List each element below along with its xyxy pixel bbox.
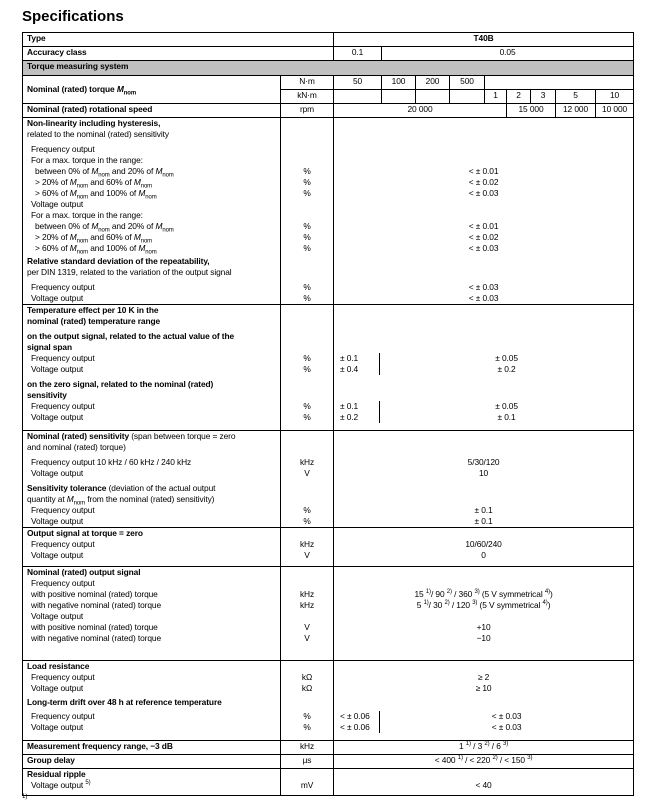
frequency-range-row [23, 741, 634, 755]
nominal-torque-label: Nominal (rated) torque $M_{nom}$ [23, 76, 281, 104]
zero-output-units: kHz V [281, 528, 334, 567]
torque-500: 500 [450, 76, 485, 90]
section-torque-measuring-system: Torque measuring system [23, 61, 634, 76]
torque-50: 50 [334, 76, 382, 90]
sensitivity-units: kHz V % % [281, 431, 334, 528]
unit-knm: kN·m [281, 90, 334, 104]
residual-ripple-unit: mV [281, 769, 334, 796]
torque-5k: 5 [556, 90, 596, 104]
range-label: For a max. torque in the range: [31, 155, 143, 165]
type-row [23, 33, 634, 47]
zero-output-labels: Output signal at torque = zero Frequency output Voltage output [23, 528, 281, 567]
accuracy-label: Accuracy class [23, 47, 334, 61]
empty-cell [450, 90, 485, 104]
speed-12000: 12 000 [556, 104, 596, 118]
rated-output-units: kHz kHz V V [281, 567, 334, 661]
residual-ripple-row [23, 769, 634, 796]
torque-100: 100 [382, 76, 416, 90]
volt-output-label: Voltage output [31, 293, 84, 303]
accuracy-value-0: 0.1 [334, 47, 382, 61]
speed-20000: 20 000 [334, 104, 507, 118]
nonlinearity-labels [23, 118, 281, 305]
range-2: > 60% of $M_{nom}$ and 100% of $M_{nom}$ [35, 243, 157, 256]
frequency-range-label: Measurement frequency range, −3 dB [23, 741, 281, 755]
temperature-effect-row [23, 305, 634, 431]
torque-1k: 1 [485, 90, 507, 104]
rotational-speed-row [23, 104, 634, 118]
torque-3k: 3 [531, 90, 556, 104]
zero-output-values: 10/60/240 0 [334, 528, 634, 567]
rotational-speed-label: Nominal (rated) rotational speed [23, 104, 281, 118]
group-delay-label: Group delay [23, 755, 281, 769]
nonlinearity-row [23, 118, 634, 305]
load-drift-units: kΩ kΩ % % [281, 661, 334, 741]
freq-output-label: Frequency output [31, 144, 95, 154]
page-title: Specifications [22, 8, 124, 25]
empty-cell [416, 90, 450, 104]
type-label: Type [23, 33, 334, 47]
zero-output-row [23, 528, 634, 567]
temperature-effect-units: % % % % [281, 305, 334, 431]
type-value: T40B [334, 33, 634, 47]
nonlinearity-title: Non-linearity including hysteresis, [27, 118, 161, 128]
unit-nm: N·m [281, 76, 334, 90]
nonlinearity-values: < ± 0.01 < ± 0.02 < ± 0.03 < ± 0.01 < ± 0.02 < ± 0.03 < ± 0.03 < ± 0.03 [334, 118, 634, 305]
range-label: For a max. torque in the range: [31, 210, 143, 220]
accuracy-value-1: 0.05 [382, 47, 634, 61]
torque-200: 200 [416, 76, 450, 90]
load-drift-labels: Load resistance Frequency output Voltage output Long-term drift over 48 h at reference temperature Frequency output Voltage output [23, 661, 281, 741]
temperature-effect-values: ± 0.1 ± 0.05 ± 0.4 ± 0.2 ± 0.1 ± 0.05 ± 0.2 ± 0.1 [334, 305, 634, 431]
volt-output-label: Voltage output [31, 199, 84, 209]
range-2: > 60% of $M_{nom}$ and 100% of $M_{nom}$ [35, 188, 157, 201]
empty-cell [485, 76, 634, 90]
nonlinearity-units: % % % % % % % % [281, 118, 334, 305]
specifications-table [22, 32, 634, 796]
section-row [23, 61, 634, 76]
rated-output-row [23, 567, 634, 661]
residual-ripple-value: < 40 [334, 769, 634, 796]
temperature-effect-labels: Temperature effect per 10 K in the nominal (rated) temperature range on the output signal, related to the actual value of the signal span Frequency output Voltage output on the zero signal, related to the nominal (rated) sensitivity Frequency output Voltage output [23, 305, 281, 431]
freq-output-label: Frequency output [31, 282, 95, 292]
residual-ripple-labels: Residual ripple Voltage output $^{5)}$ [23, 769, 281, 796]
empty-cell [382, 90, 416, 104]
torque-2k: 2 [507, 90, 531, 104]
load-drift-row [23, 661, 634, 741]
rated-output-labels: Nominal (rated) output signal Frequency output with positive nominal (rated) torque with negative nominal (rated) torque Voltage output with positive nominal (rated) torque with negative nominal (rated) torque [23, 567, 281, 661]
sensitivity-row [23, 431, 634, 528]
range-0: between 0% of $M_{nom}$ and 20% of $M_{nom}$ [35, 166, 174, 179]
repeatability-subtitle: per DIN 1319, related to the variation of the output signal [27, 267, 232, 277]
sensitivity-values: 5/30/120 10 ± 0.1 ± 0.1 [334, 431, 634, 528]
range-0: between 0% of $M_{nom}$ and 20% of $M_{nom}$ [35, 221, 174, 234]
accuracy-row [23, 47, 634, 61]
frequency-range-unit: kHz [281, 741, 334, 755]
speed-10000: 10 000 [596, 104, 634, 118]
range-1: > 20% of $M_{nom}$ and 60% of $M_{nom}$ [35, 232, 153, 245]
speed-15000: 15 000 [507, 104, 556, 118]
nominal-torque-row [23, 76, 634, 90]
footnote-mark: 1) [22, 794, 28, 800]
group-delay-value: < 400 $^{1)}$ / < 220 $^{2)}$ / < 150 $^{3)}$ [334, 755, 634, 769]
rated-output-values: 15 $^{1)}$/ 90 $^{2)}$ / 360 $^{3)}$ (5 V symmetrical $^{4)}$) 5 $^{1)}$/ 30 $^{2)}$ / 120 $^{3)}$ (5 V symmetrical $^{4)}$) +10 −10 [334, 567, 634, 661]
group-delay-row [23, 755, 634, 769]
frequency-range-value: 1 $^{1)}$ / 3 $^{2)}$ / 6 $^{3)}$ [334, 741, 634, 755]
empty-cell [334, 90, 382, 104]
rotational-speed-unit: rpm [281, 104, 334, 118]
load-drift-values: ≥ 2 ≥ 10 < ± 0.06 < ± 0.03 < ± 0.06 < ± 0.03 [334, 661, 634, 741]
range-1: > 20% of $M_{nom}$ and 60% of $M_{nom}$ [35, 177, 153, 190]
repeatability-title: Relative standard deviation of the repeatability, [27, 256, 210, 266]
nonlinearity-subtitle: related to the nominal (rated) sensitivity [27, 129, 169, 139]
group-delay-unit: µs [281, 755, 334, 769]
torque-10k: 10 [596, 90, 634, 104]
sensitivity-labels: Nominal (rated) sensitivity (span between torque = zero and nominal (rated) torque) Frequency output 10 kHz / 60 kHz / 240 kHz Voltage output Sensitivity tolerance (deviation of the actual output quantity at $M_{nom}$ from the nominal (rated) sensitivity) Frequency output Voltage output [23, 431, 281, 528]
